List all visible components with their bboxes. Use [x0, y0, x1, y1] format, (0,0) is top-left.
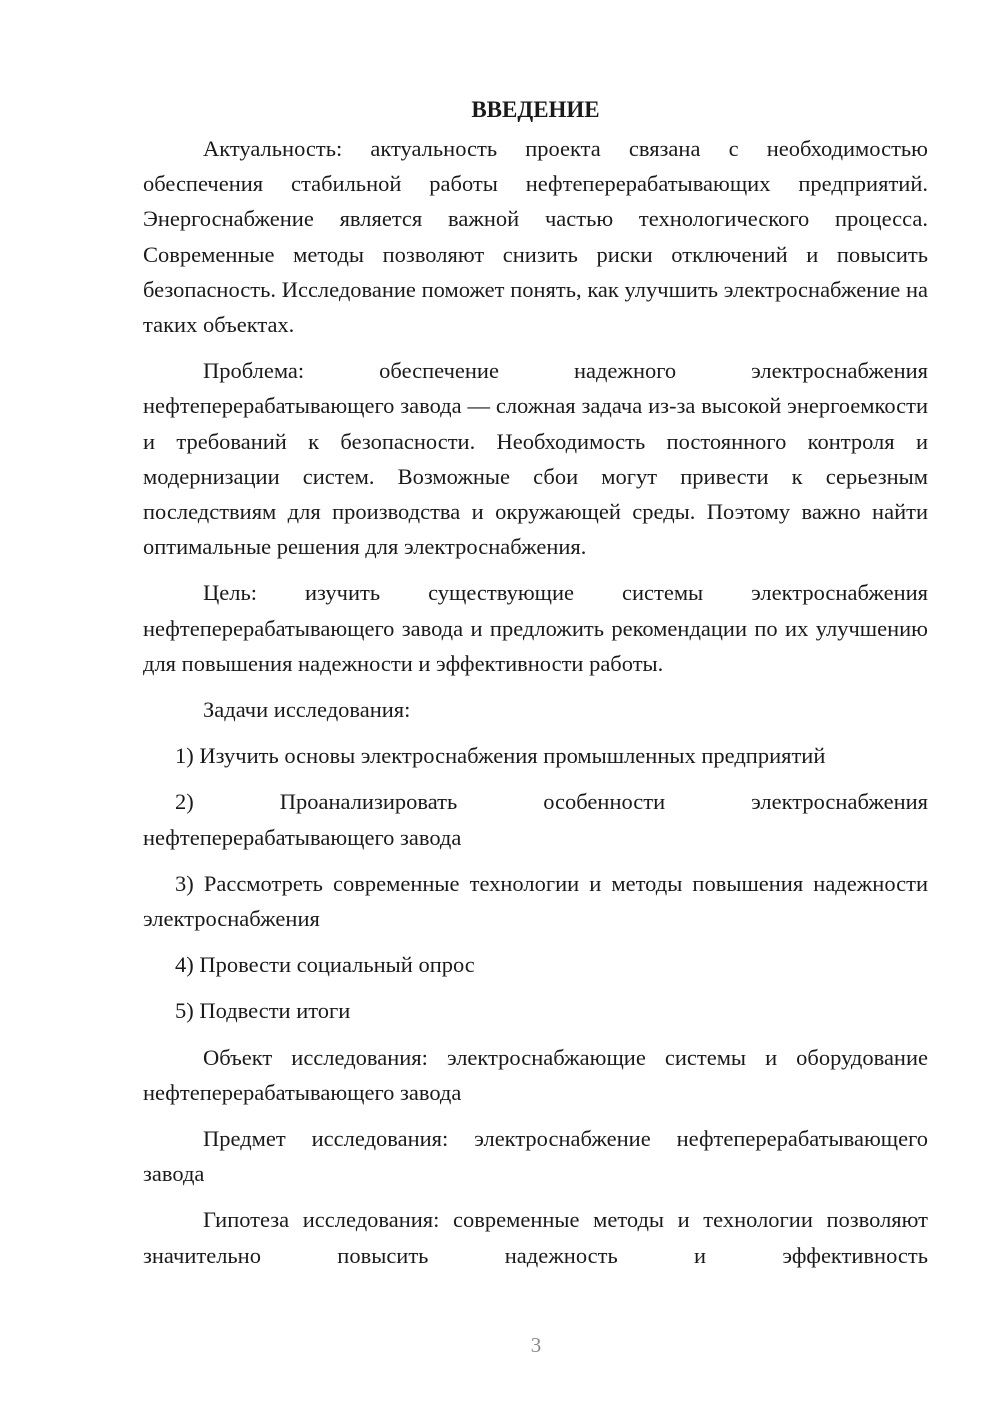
paragraph-subject: Предмет исследования: электроснабжение нефтеперерабатывающего завода [143, 1126, 928, 1187]
paragraph-goal: Цель: изучить существующие системы электроснабжения нефтеперерабатывающего завода и предложить рекомендации по их улучшению для повышения надежности и эффективности работы. [143, 580, 928, 676]
document-page [143, 92, 928, 1273]
paragraph-hypothesis: Гипотеза исследования: современные методы и технологии позволяют значительно повысить надежность и эффективность [143, 1207, 928, 1268]
task-item-1: 1) Изучить основы электроснабжения промышленных предприятий [175, 743, 826, 769]
task-list [143, 738, 928, 1028]
paragraph-problem: Проблема: обеспечение надежного электроснабжения нефтеперерабатывающего завода — сложная задача из-за высокой энергоемкости и требований к безопасности. Необходимость постоянного контроля и модернизации систем. Возможные сбои могут привести к серьезным последствиям для производства и окружающей среды. Поэтому важно найти оптимальные решения для электроснабжения. [143, 358, 928, 560]
task-item-3: 3) Рассмотреть современные технологии и методы повышения надежности электроснабжения [143, 870, 928, 932]
task-item-5: 5) Подвести итоги [175, 998, 351, 1024]
paragraph-relevance: Актуальность: актуальность проекта связана с необходимостью обеспечения стабильной работы нефтеперерабатывающих предприятий. Энергоснабжение является важной частью технологического процесса. Современные методы позволяют снизить риски отключений и повысить безопасность. Исследование поможет понять, как улучшить электроснабжение на таких объектах. [143, 136, 928, 338]
paragraph-tasks-title: Задачи исследования: [203, 697, 411, 723]
section-heading: ВВЕДЕНИЕ [471, 97, 600, 122]
task-item-2: 2) Проанализировать особенности электроснабжения нефтеперерабатывающего завода [143, 789, 928, 850]
paragraph-object: Объект исследования: электроснабжающие системы и оборудование нефтеперерабатывающего завода [143, 1044, 928, 1105]
task-item-4: 4) Провести социальный опрос [175, 952, 475, 978]
page-number: 3 [530, 1333, 542, 1357]
